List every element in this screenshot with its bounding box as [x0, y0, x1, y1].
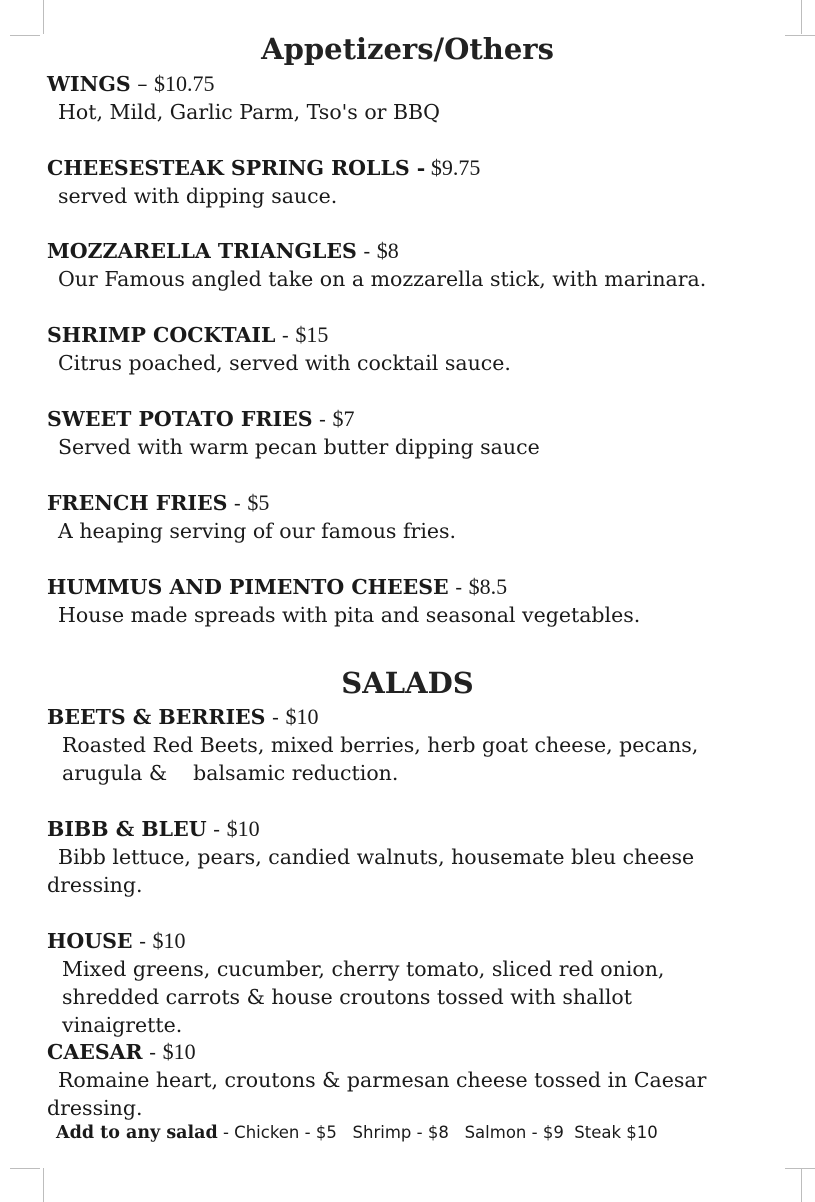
item-name: HOUSE [47, 929, 133, 953]
item-description-line-1: Bibb lettuce, pears, candied walnuts, housemate bleu cheese [58, 845, 695, 869]
crop-mark-bottom-right [801, 1168, 802, 1202]
appetizers-heading: Appetizers/Others [261, 32, 554, 66]
item-description-line-3: vinaigrette. [62, 1013, 183, 1037]
item-description-line-2: arugula & balsamic reduction. [62, 761, 399, 785]
item-price: $10.75 [153, 71, 215, 96]
item-description: A heaping serving of our famous fries. [58, 519, 457, 543]
item-separator: – [130, 72, 154, 96]
menu-item-beets-berries [47, 703, 787, 787]
menu-item-french-fries [47, 489, 787, 545]
crop-mark-bottom-left-h [10, 1168, 40, 1169]
item-separator: - [265, 705, 286, 729]
item-name: MOZZARELLA TRIANGLES [47, 239, 357, 263]
item-separator: - [206, 817, 227, 841]
item-name: CAESAR [47, 1040, 143, 1064]
item-name: HUMMUS AND PIMENTO CHEESE [47, 575, 449, 599]
item-description-line-2: shredded carrots & house croutons tossed with shallot [62, 985, 633, 1009]
crop-mark-bottom-left [43, 1168, 44, 1202]
menu-item-sweet-potato-fries [47, 405, 787, 461]
item-separator: - [142, 1040, 163, 1064]
item-name: WINGS [47, 72, 131, 96]
item-price: $10 [152, 928, 186, 953]
menu-item-wings [47, 70, 787, 126]
crop-mark-top-right [801, 0, 802, 34]
menu-item-hummus-pimento-cheese [47, 573, 787, 629]
item-separator: - [227, 491, 248, 515]
item-description: Citrus poached, served with cocktail sauce. [58, 351, 511, 375]
item-description-line-1: Romaine heart, croutons & parmesan cheese tossed in Caesar [58, 1068, 707, 1092]
item-price: $8 [376, 238, 399, 263]
item-description-line-2: dressing. [47, 873, 143, 897]
menu-item-caesar [47, 1038, 787, 1122]
item-price: $15 [295, 322, 329, 347]
item-price: $5 [247, 490, 270, 515]
crop-mark-top-left [43, 0, 44, 34]
addon-options: - Chicken - $5 Shrimp - $8 Salmon - $9 Steak $10 [217, 1123, 658, 1142]
crop-mark-bottom-right-h [785, 1168, 815, 1169]
item-price: $8.5 [468, 574, 508, 599]
item-separator: - [448, 575, 469, 599]
menu-item-shrimp-cocktail [47, 321, 787, 377]
addon-label: Add to any salad [56, 1123, 218, 1143]
item-price: $10 [162, 1039, 196, 1064]
item-description-line-1: Mixed greens, cucumber, cherry tomato, sliced red onion, [62, 957, 665, 981]
item-name: SHRIMP COCKTAIL [47, 323, 276, 347]
salad-addons [56, 1121, 658, 1145]
menu-item-cheesesteak-spring-rolls [47, 154, 787, 210]
item-price: $7 [332, 406, 355, 431]
item-name: BEETS & BERRIES [47, 705, 266, 729]
item-description-line-2: dressing. [47, 1096, 143, 1120]
item-description: Served with warm pecan butter dipping sauce [58, 435, 540, 459]
item-name: CHEESESTEAK SPRING ROLLS - [47, 156, 426, 180]
salads-heading: SALADS [341, 666, 474, 700]
item-name: SWEET POTATO FRIES [47, 407, 313, 431]
item-description: served with dipping sauce. [58, 184, 338, 208]
item-description: House made spreads with pita and seasonal vegetables. [58, 603, 641, 627]
item-description-line-1: Roasted Red Beets, mixed berries, herb goat cheese, pecans, [62, 733, 699, 757]
menu-item-mozzarella-triangles [47, 237, 787, 293]
item-price: $10 [285, 704, 319, 729]
item-description: Hot, Mild, Garlic Parm, Tso's or BBQ [58, 100, 440, 124]
item-name: BIBB & BLEU [47, 817, 207, 841]
item-separator: - [356, 239, 377, 263]
item-description: Our Famous angled take on a mozzarella stick, with marinara. [58, 267, 707, 291]
menu-item-house [47, 927, 787, 1039]
item-separator: - [275, 323, 296, 347]
item-price: $10 [226, 816, 260, 841]
menu-item-bibb-bleu [47, 815, 787, 899]
item-name: FRENCH FRIES [47, 491, 228, 515]
item-separator: - [312, 407, 333, 431]
item-price: $9.75 [425, 155, 481, 180]
item-separator: - [132, 929, 153, 953]
